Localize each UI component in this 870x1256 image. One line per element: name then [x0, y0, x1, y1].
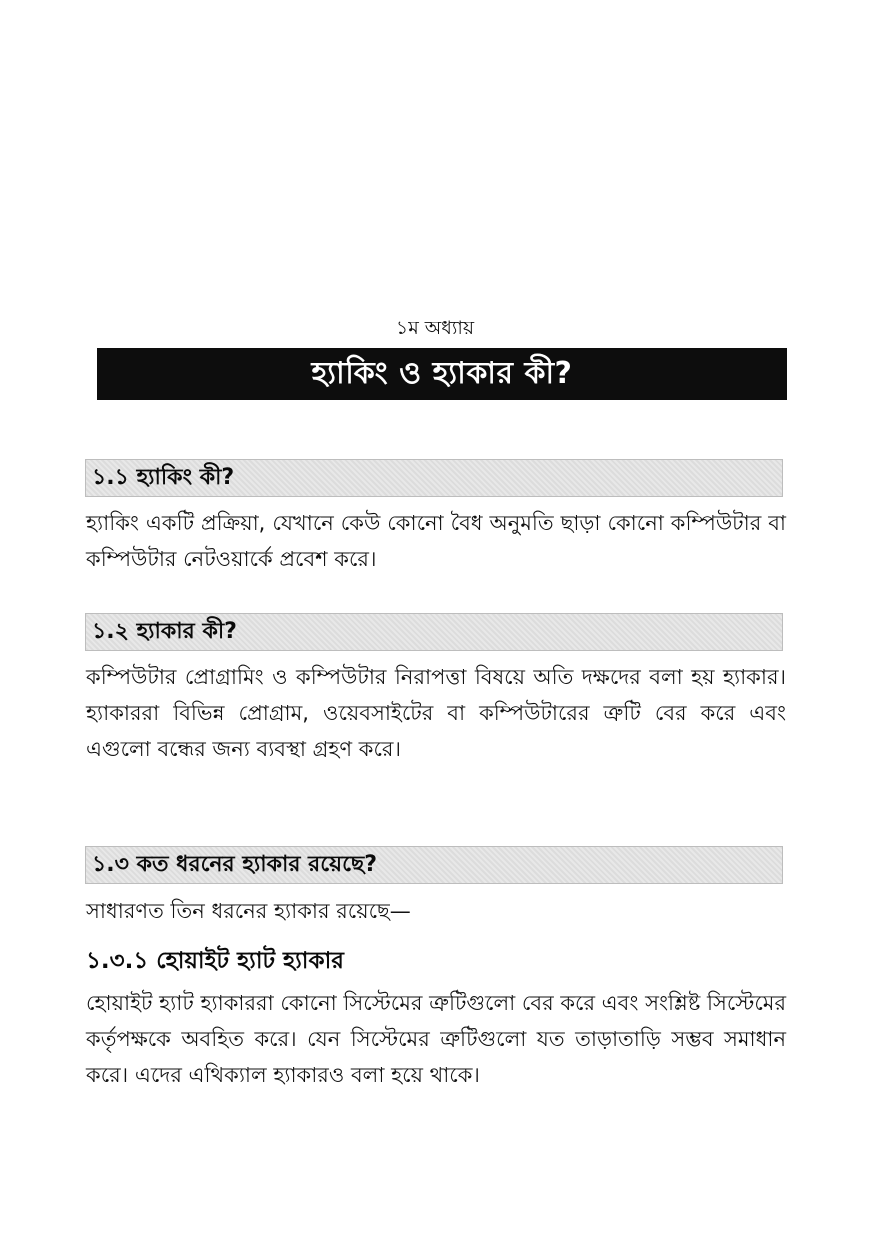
- subsection-heading-1-3-1: ১.৩.১ হোয়াইট হ্যাট হ্যাকার: [86, 948, 344, 974]
- section-body-1-3: সাধারণত তিন ধরনের হ্যাকার রয়েছে—: [86, 899, 411, 923]
- section-heading-1-3: [85, 846, 783, 884]
- section-heading-1-1: [85, 459, 783, 497]
- chapter-title: হ্যাকিং ও হ্যাকার কী?: [311, 355, 573, 391]
- section-body-1-2: কম্পিউটার প্রোগ্রামিং ও কম্পিউটার নিরাপত্তা বিষয়ে অতি দক্ষদের বলা হয় হ্যাকার। হ্যাকাররা বিভিন্ন প্রোগ্রাম, ওয়েবসাইটের বা কম্পিউটারের ত্রুটি বের করে এবং এগুলো বন্ধের জন্য ব্যবস্থা গ্রহণ করে।: [86, 665, 786, 761]
- section-heading-text: ১.৩ কত ধরনের হ্যাকার রয়েছে?: [92, 851, 378, 877]
- chapter-label: ১ম অধ্যায়: [395, 317, 475, 339]
- section-heading-1-2: [85, 613, 783, 651]
- chapter-title-banner: [97, 348, 787, 400]
- section-body-1-1: হ্যাকিং একটি প্রক্রিয়া, যেখানে কেউ কোনো বৈধ অনুমতি ছাড়া কোনো কম্পিউটার বা কম্পিউটার নেটওয়ার্কে প্রবেশ করে।: [86, 511, 786, 571]
- section-heading-text: ১.২ হ্যাকার কী?: [92, 618, 237, 644]
- subsection-body-1-3-1: হোয়াইট হ্যাট হ্যাকাররা কোনো সিস্টেমের ত্রুটিগুলো বের করে এবং সংশ্লিষ্ট সিস্টেমের কর্তৃপক্ষকে অবহিত করে। যেন সিস্টেমের ত্রুটিগুলো যত তাড়াতাড়ি সম্ভব সমাধান করে। এদের এথিক্যাল হ্যাকারও বলা হয়ে থাকে।: [86, 991, 786, 1087]
- section-heading-text: ১.১ হ্যাকিং কী?: [92, 464, 235, 490]
